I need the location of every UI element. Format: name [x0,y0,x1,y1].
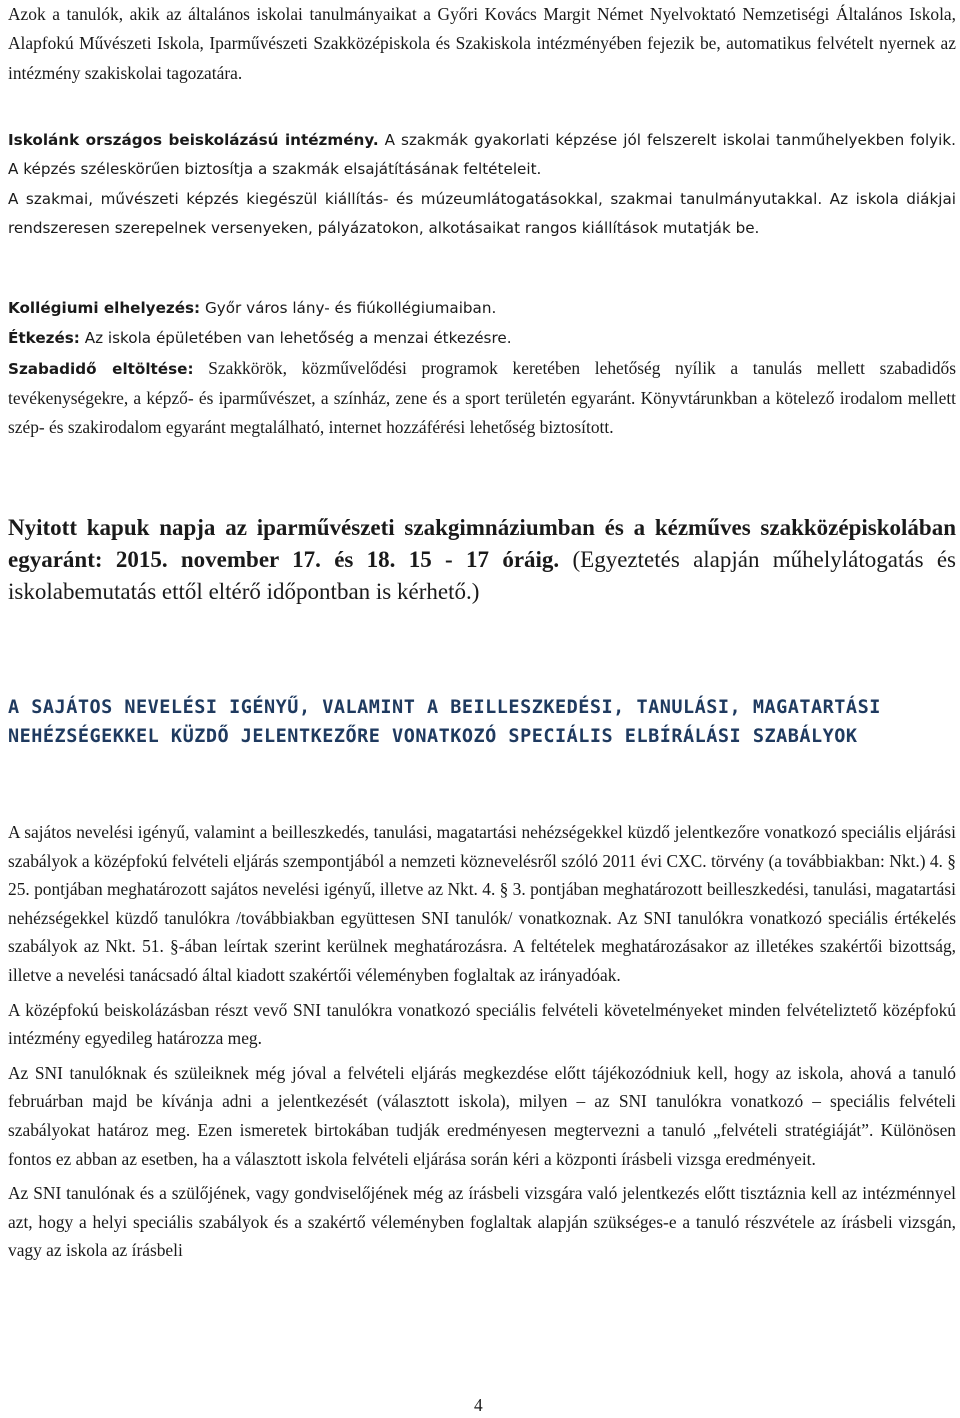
school-bold-lead: Iskolánk országos beiskolázású intézmény. [8,131,379,149]
open-day-section [8,512,956,608]
sni-paragraph-1: A sajátos nevelési igényű, valamint a beilleszkedés, tanulási, magatartási nehézségekkel küzdő jelentkezőre vonatkozó speciális eljárási szabályok a középfokú felvételi eljárás szempontjából a nemzeti köznevelésről szóló 2011 évi CXC. törvény (a továbbiakban: Nkt.) 4. § 25. pontjában meghatározott sajátos nevelési igényű, illetve az Nkt. 4. § 3. pontjában meghatározott beilleszkedési, tanulási, magatartási nehézségekkel küzdő tanulókra /továbbiakban együttesen SNI tanulók/ vonatkoznak. Az SNI tanulókra vonatkozó speciális értékelés szabályok az Nkt. 51. §-ában leírtak szerint kerülnek meghatározásra. A feltételek meghatározásakor az illetékes szakértői bizottság, illetve a nevelési tanácsadó által kiadott szakértői véleményben foglaltak az irányadóak. [8,822,956,985]
open-day-title: Nyitott kapuk napja az iparművészeti szakgimnáziumban és a kézműves szakközépiskolában egyaránt: 2015. november 17. és 18. 15 - 17 óráig. [8,515,956,572]
open-day-paragraph [8,512,956,608]
dorm-label: Kollégiumi elhelyezés: [8,299,201,317]
free-time-label: Szabadidő eltöltése: [8,359,194,378]
school-text: A szakmák gyakorlati képzése jól felszerelt iskolai tanműhelyekben folyik. A képzés széleskörűen biztosítja a szakmák elsajátításának feltételeit. [8,131,956,179]
sni-paragraph-2: A középfokú beiskolázásban részt vevő SNI tanulókra vonatkozó speciális felvételi követelményeket minden felvételiztető középfokú intézmény egyedileg határozza meg. [8,999,956,1049]
sni-paragraph-4: Az SNI tanulónak és a szülőjének, vagy gondviselőjének még az írásbeli vizsgára való jelentkezés előtt tisztáznia kell az intézménnyel azt, hogy a helyi speciális szabályok és a szakértő véleményben foglaltak alapján szükséges-e a tanuló részvétele az írásbeli vizsgán, vagy az iskola az írásbeli [8,1183,956,1261]
intro-section [8,0,956,88]
dorm-text: Győr város lány- és fiúkollégiumaiban. [200,299,497,317]
open-day-note: (Egyeztetés alapján műhelylátogatás és iskolabemutatás ettől eltérő időpontban is kérhető.) [8,547,957,604]
sni-heading: A SAJÁTOS NEVELÉSI IGÉNYŰ, VALAMINT A BEILLESZKEDÉSI, TANULÁSI, MAGATARTÁSI NEHÉZSÉGEKKEL KÜZDŐ JELENTKEZŐRE VONATKOZÓ SPECIÁLIS ELBÍRÁLÁSI SZABÁLYOK [8,697,881,747]
free-time-paragraph [8,354,956,443]
sni-body [8,818,956,1271]
free-time-text: Szakkörök, közművelődési programok keretében lehetőség nyílik a tanulás mellett szabadidős tevékenységekre, a képző- és iparművészet, a színház, zene és a sport területén egyaránt. Könyvtárunkban a kötelező irodalom mellett szép- és szakirodalom egyaránt megtalálható, internet hozzáférési lehetőség biztosított. [8,357,956,438]
info-section [8,293,956,442]
school-section [8,126,956,243]
school-paragraph [8,126,956,185]
page-number: 4 [474,1395,483,1415]
meal-text: Az iskola épületében van lehetőség a menzai étkezésre. [79,329,512,348]
intro-paragraph: Azok a tanulók, akik az általános iskolai tanulmányaikat a Győri Kovács Margit Német Nyelvoktató Nemzetiségi Általános Iskola, Alapfokú Művészeti Iskola, Iparművészeti Szakközépiskola és Szakiskola intézményében fejezik be, automatikus felvételt nyernek az intézmény szakiskolai tagozatára. [8,4,956,83]
meal-label: Étkezés: [8,329,80,348]
dorm-line [8,293,956,323]
sni-paragraph-3: Az SNI tanulóknak és szüleiknek még jóval a felvételi eljárás megkezdése előtt tájékozódniuk kell, hogy az iskola, ahová a tanuló februárban majd be kívánja adni a jelentkezését (választott iskola), milyen – az SNI tanulókra vonatkozó – speciális felvételi szabályokat határoz meg. Ezen ismeretek birtokában tudják eredményesen megtervezni a tanuló „felvételi stratégiáját”. Különösen fontos ez abban az esetben, ha a választott iskola felvételi eljárása során kéri a központi írásbeli vizsga eredményeit. [8,1062,956,1169]
meal-line [8,323,956,353]
school-activities-paragraph: A szakmai, művészeti képzés kiegészül kiállítás- és múzeumlátogatásokkal, szakmai tanulmányutakkal. Az iskola diákjai rendszeresen szerepelnek versenyeken, pályázatokon, alkotásaikat rangos kiállítások mutatják be. [8,189,956,237]
